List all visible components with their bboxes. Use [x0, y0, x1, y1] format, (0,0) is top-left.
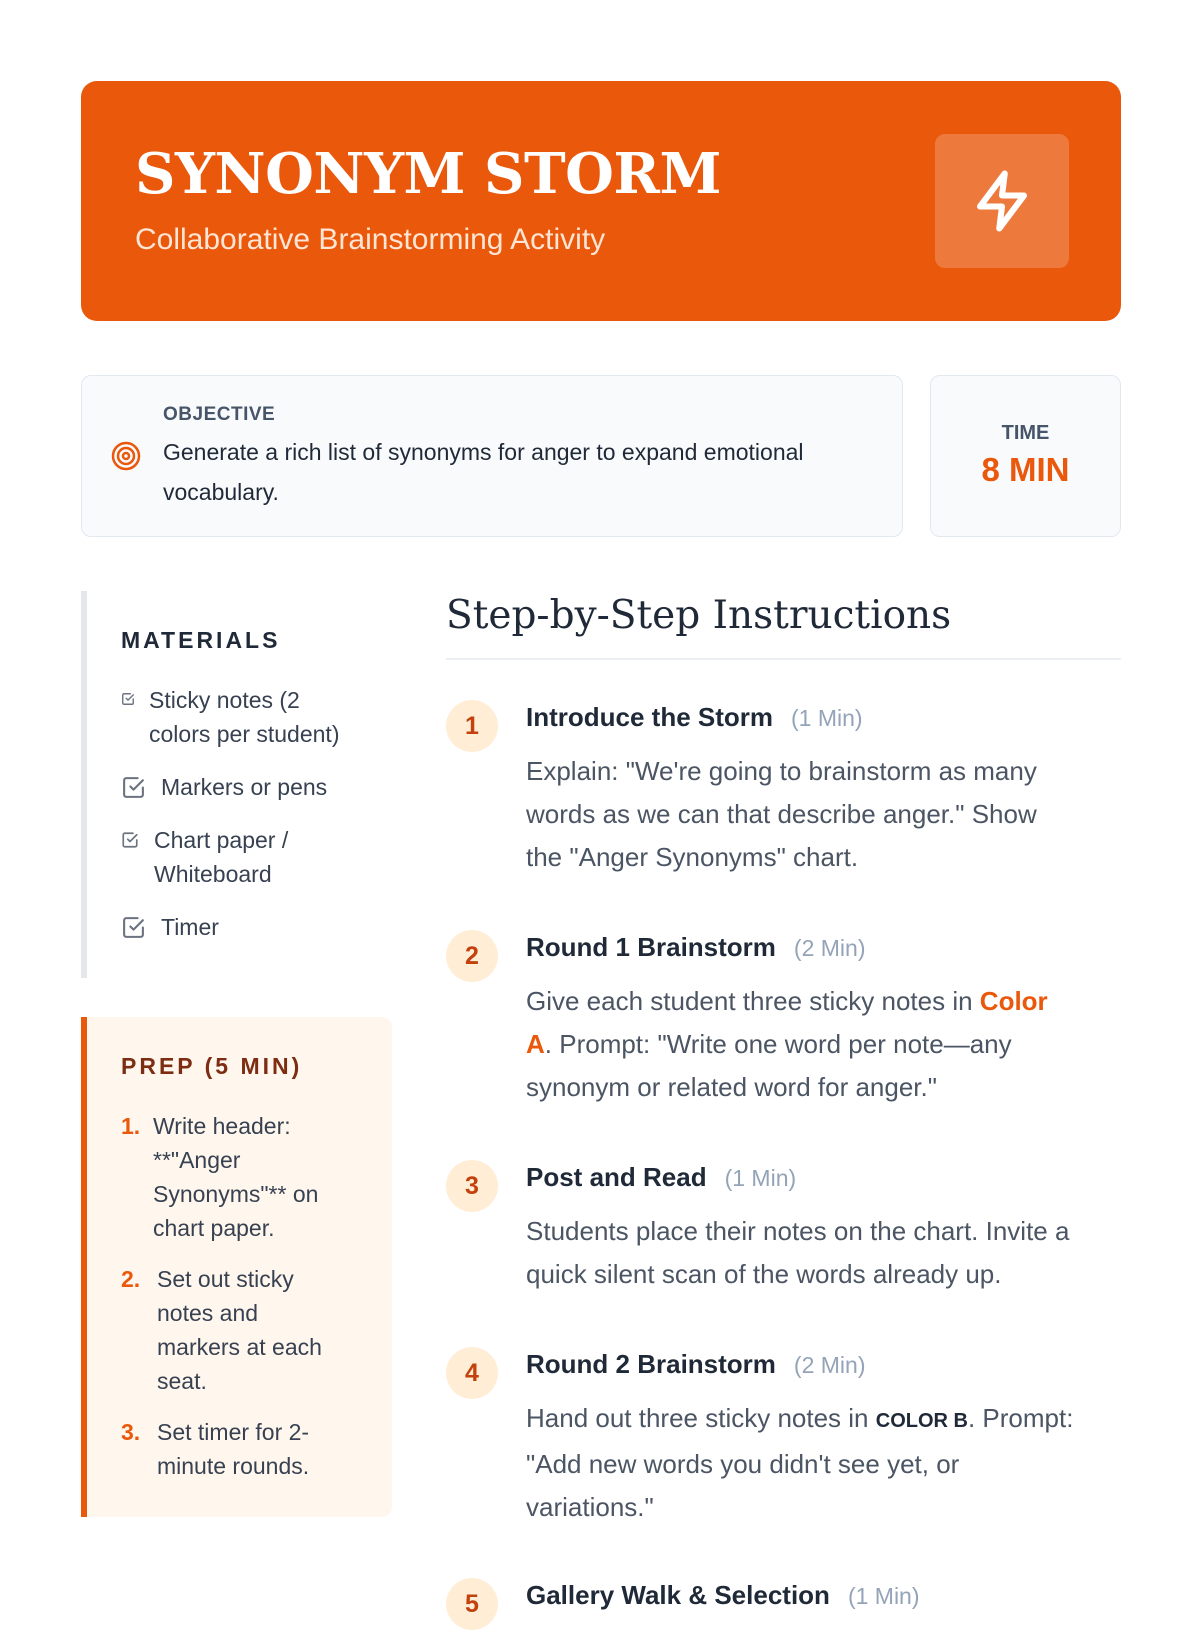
prep-panel: [81, 1017, 392, 1517]
prep-text: markers at each: [157, 1334, 322, 1360]
step-text: "Add new words you didn't see yet, or: [526, 1449, 960, 1479]
prep-text: notes and: [157, 1300, 259, 1326]
step-text: Hand out three sticky notes in: [526, 1403, 876, 1433]
prep-number: 3.: [121, 1419, 141, 1445]
step-number: 2: [446, 930, 498, 982]
prep-text: Write header:: [153, 1113, 291, 1139]
activity-header: [81, 81, 1121, 321]
step-text: quick silent scan of the words already up.: [526, 1259, 1002, 1289]
step-title: Round 1 Brainstorm: [526, 932, 776, 962]
step-duration: (1 Min): [847, 1583, 920, 1609]
objective-text: Generate a rich list of synonyms for anger to expand emotional vocabulary.: [163, 439, 804, 505]
prep-text: Synonyms"** on: [153, 1181, 319, 1207]
prep-number: 1.: [121, 1113, 141, 1139]
step-text: synonym or related word for anger.": [526, 1072, 937, 1102]
prep-text: minute rounds.: [157, 1453, 310, 1479]
step-duration: (1 Min): [791, 705, 863, 731]
objective-label: OBJECTIVE: [163, 404, 276, 425]
step-number: 3: [446, 1160, 498, 1212]
time-value: 8 MIN: [981, 451, 1070, 488]
time-card: [930, 375, 1121, 537]
checkbox-icon: [121, 775, 146, 800]
step-text: words as we can that describe anger." Show: [526, 799, 1037, 829]
checkbox-icon: [121, 831, 139, 849]
page-title: SYNONYM STORM: [135, 141, 721, 207]
step-text: . Prompt:: [967, 1403, 1074, 1433]
prep-text: seat.: [157, 1368, 207, 1394]
step-body: [526, 1210, 1121, 1296]
step-number: 5: [446, 1578, 498, 1630]
step-duration: (2 Min): [793, 935, 866, 961]
material-text: Chart paper /: [154, 827, 289, 853]
step-title: Gallery Walk & Selection: [526, 1580, 830, 1610]
prep-text: Set out sticky: [157, 1266, 294, 1292]
prep-title: PREP (5 MIN): [121, 1053, 303, 1079]
material-text: colors per student): [149, 721, 340, 747]
materials-title: MATERIALS: [121, 627, 281, 653]
material-text: Markers or pens: [161, 774, 328, 800]
prep-text: **"Anger: [153, 1147, 241, 1173]
step-body: [526, 980, 1121, 1109]
divider: [446, 658, 1121, 660]
step-text: Explain: "We're going to brainstorm as many: [526, 756, 1037, 786]
steps-heading: Step-by-Step Instructions: [446, 593, 952, 638]
step-duration: (2 Min): [793, 1352, 866, 1378]
prep-text: chart paper.: [153, 1215, 275, 1241]
target-icon: [110, 440, 142, 472]
material-text: Timer: [161, 914, 219, 940]
checkbox-icon: [121, 692, 135, 706]
step-title: Post and Read: [526, 1162, 707, 1192]
step-duration: (1 Min): [724, 1165, 797, 1191]
step-text: variations.": [526, 1492, 654, 1522]
time-label: TIME: [1001, 422, 1050, 444]
prep-text: Set timer for 2-: [157, 1419, 310, 1445]
page-subtitle: Collaborative Brainstorming Activity: [135, 223, 606, 256]
material-text: Whiteboard: [154, 861, 272, 887]
step-text: Give each student three sticky notes in: [526, 986, 980, 1016]
checkbox-icon: [121, 915, 146, 940]
materials-panel: [81, 591, 392, 978]
step-text: Students place their notes on the chart. Invite a: [526, 1216, 1070, 1246]
step-title: Introduce the Storm: [526, 702, 774, 732]
step-text: the "Anger Synonyms" chart.: [526, 842, 859, 872]
header-icon-box: [935, 134, 1069, 268]
step-title: Round 2 Brainstorm: [526, 1349, 776, 1379]
step-body: [526, 1397, 1121, 1529]
prep-number: 2.: [121, 1266, 141, 1292]
highlight-text: Color: [979, 986, 1048, 1016]
small-caps-text: COLOR B: [875, 1410, 968, 1432]
material-text: Sticky notes (2: [149, 687, 300, 713]
objective-card: [81, 375, 903, 537]
step-text: . Prompt: "Write one word per note—any: [544, 1029, 1012, 1059]
lightning-icon: [969, 165, 1035, 237]
step-number: 4: [446, 1347, 498, 1399]
step-body: [526, 750, 1121, 879]
step-number: 1: [446, 700, 498, 752]
highlight-text: A: [526, 1029, 545, 1059]
